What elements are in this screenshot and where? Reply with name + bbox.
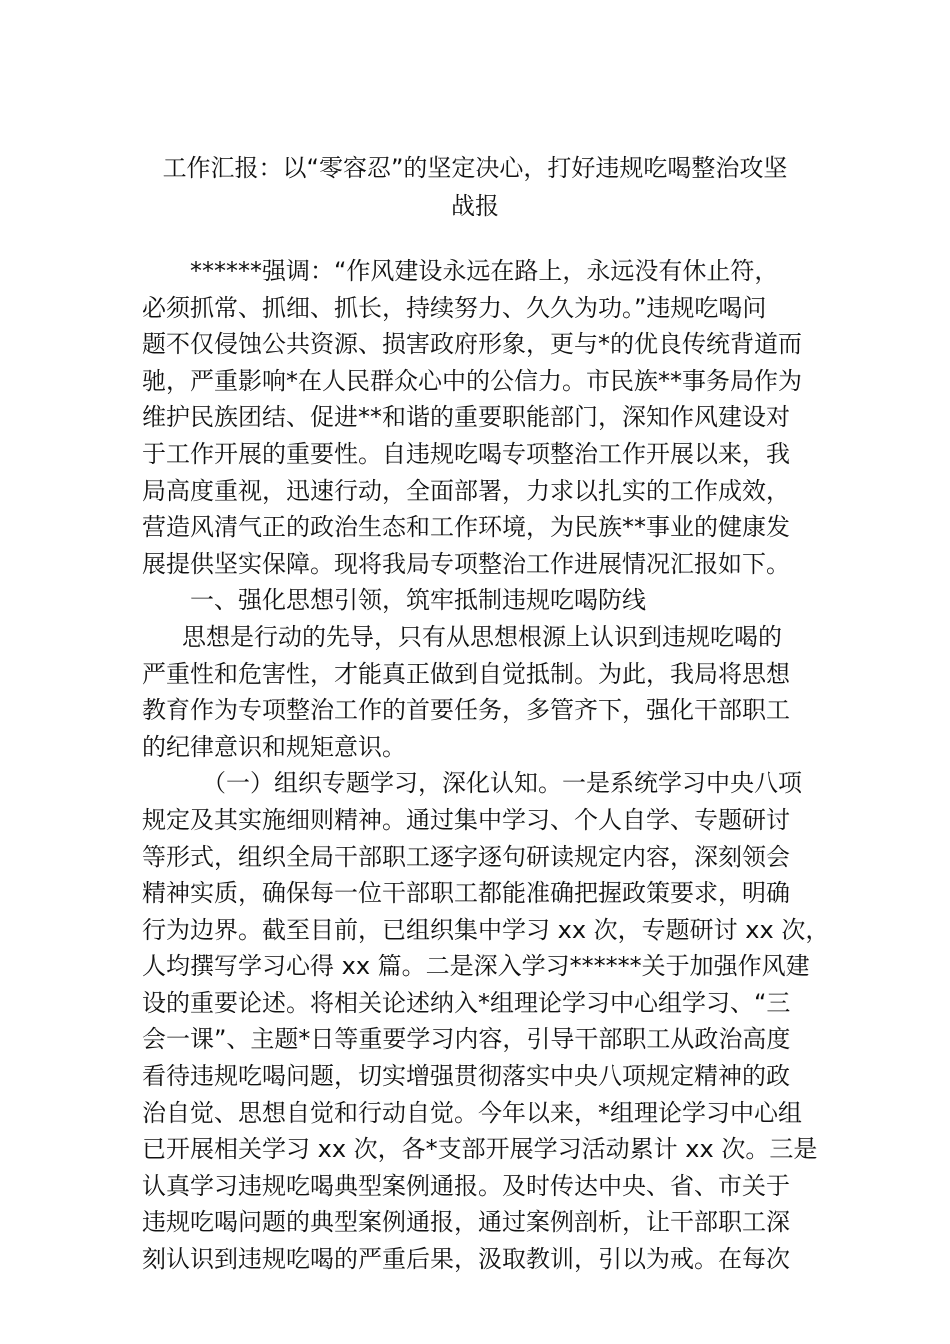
paragraph-line: 局高度重视，迅速行动，全面部署，力求以扎实的工作成效，	[142, 476, 790, 505]
paragraph-line: 展提供坚实保障。现将我局专项整治工作进展情况汇报如下。	[142, 549, 790, 578]
paragraph-line: 会一课”、主题*日等重要学习内容，引导干部职工从政治高度	[142, 1025, 791, 1054]
paragraph-line: 人均撰写学习心得 xx 篇。二是深入学习******关于加强作风建	[142, 952, 810, 981]
paragraph-line: 设的重要论述。将相关论述纳入*组理论学习中心组学习、“三	[142, 988, 791, 1017]
subsection-line: （一）组织专题学习，深化认知。一是系统学习中央八项	[202, 769, 802, 798]
paragraph-line: 教育作为专项整治工作的首要任务，多管齐下，强化干部职工	[142, 696, 790, 725]
paragraph-line: 规定及其实施细则精神。通过集中学习、个人自学、专题研讨	[142, 805, 790, 834]
paragraph-line: 看待违规吃喝问题，切实增强贯彻落实中央八项规定精神的政	[142, 1062, 790, 1091]
document-title	[115, 149, 835, 225]
paragraph-line: 于工作开展的重要性。自违规吃喝专项整治工作开展以来，我	[142, 439, 790, 468]
paragraph-line: 必须抓常、抓细、抓长，持续努力、久久为功。”违规吃喝问	[142, 293, 767, 322]
paragraph-line: 题不仅侵蚀公共资源、损害政府形象，更与*的优良传统背道而	[142, 330, 802, 359]
paragraph-line: 营造风清气正的政治生态和工作环境，为民族**事业的健康发	[142, 513, 790, 542]
paragraph-line: 精神实质，确保每一位干部职工都能准确把握政策要求，明确	[142, 879, 790, 908]
paragraph-line: 刻认识到违规吃喝的严重后果，汲取教训，引以为戒。在每次	[142, 1245, 790, 1274]
paragraph-line: 严重性和危害性，才能真正做到自觉抵制。为此，我局将思想	[142, 659, 790, 688]
paragraph-line: 驰，严重影响*在人民群众心中的公信力。市民族**事务局作为	[142, 366, 802, 395]
document-body	[142, 253, 832, 1278]
paragraph-line: 思想是行动的先导，只有从思想根源上认识到违规吃喝的	[182, 622, 782, 651]
paragraph-line: 等形式，组织全局干部职工逐字逐句研读规定内容，深刻领会	[142, 842, 790, 871]
section-heading: 一、强化思想引领，筑牢抵制违规吃喝防线	[190, 586, 646, 615]
paragraph-line: 维护民族团结、促进**和谐的重要职能部门，深知作风建设对	[142, 403, 790, 432]
paragraph-line: 的纪律意识和规矩意识。	[142, 732, 406, 761]
paragraph-line: 认真学习违规吃喝典型案例通报。及时传达中央、省、市关于	[142, 1171, 790, 1200]
paragraph-line: 治自觉、思想自觉和行动自觉。今年以来，*组理论学习中心组	[142, 1098, 802, 1127]
title-line-2: 战报	[451, 192, 499, 220]
paragraph-line: 行为边界。截至目前，已组织集中学习 xx 次，专题研讨 xx 次，	[142, 915, 830, 944]
title-line-1: 工作汇报：以“零容忍”的坚定决心，打好违规吃喝整治攻坚	[162, 154, 788, 182]
paragraph-line: 已开展相关学习 xx 次，各*支部开展学习活动累计 xx 次。三是	[142, 1135, 818, 1164]
paragraph-line: ******强调：“作风建设永远在路上，永远没有休止符，	[190, 257, 779, 285]
paragraph-line: 违规吃喝问题的典型案例通报，通过案例剖析，让干部职工深	[142, 1208, 790, 1237]
